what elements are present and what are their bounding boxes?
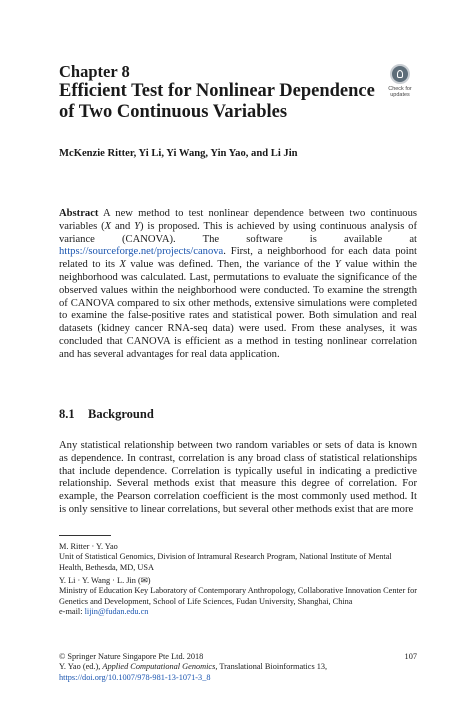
footnote-divider [59, 535, 111, 536]
body-paragraph: Any statistical relationship between two random variables or sets of data is known as dependence. In contrast, correlation is any broad class of statistical relationships that include dependence. Correlation is typically useful in indicating a predictive relationship. Several methods exist that measure this degree of correlation. For example, the Pearson correlation coefficient is the most commonly used method. It is only sensitive to linear correlations, but several other methods exist that are more [59, 440, 417, 515]
footnote-affiliation-1 [59, 542, 417, 573]
footnote-affiliation-2 [59, 576, 417, 617]
abstract-text-2: ) is proposed. This is achieved by using continuous analysis of variance (CANOVA). The software is available at [59, 220, 417, 245]
section-title: Background [88, 407, 154, 421]
abstract-text-3: . First, a neighborhood for each data point related to its [59, 246, 417, 271]
check-for-updates-icon [390, 64, 410, 84]
fn1-names: M. Ritter · Y. Yao [59, 542, 118, 551]
section-heading [59, 407, 154, 422]
abstract-and: and [111, 220, 135, 232]
abstract [59, 208, 417, 362]
software-link[interactable]: https://sourceforge.net/projects/canova [59, 246, 224, 258]
citation-book: Applied Computational Genomics [102, 662, 216, 672]
abstract-text-1: A new method to test nonlinear dependence between two continuous variables ( [59, 208, 417, 232]
doi-link[interactable]: https://doi.org/10.1007/978-981-13-1071-3_8 [59, 672, 211, 682]
page-number: 107 [404, 652, 417, 661]
abstract-label: Abstract [59, 208, 99, 219]
citation-prefix: Y. Yao (ed.), [59, 662, 103, 672]
check-for-updates-badge[interactable] [383, 64, 417, 104]
var-x-2: X [119, 259, 126, 271]
email-link[interactable]: lijin@fudan.edu.cn [84, 606, 149, 616]
var-y-2: Y [334, 259, 341, 271]
fn2-email-line [59, 607, 417, 617]
badge-text [383, 86, 417, 98]
chapter-title: Efficient Test for Nonlinear Dependence of Two Continuous Variables [59, 81, 375, 122]
page-footer [59, 652, 417, 683]
chapter-label: Chapter 8 [59, 62, 130, 81]
copyright-line: © Springer Nature Singapore Pte Ltd. 2018 [59, 652, 204, 661]
abstract-text-5: value within the neighborhood was calculated. Last, permutations to evaluate the significance of the observed values within the neighborhood were conducted. To examine the strength of CANOVA compared to six other methods, extensive simulations were completed to examine the false-positive rates and statistical power. Both simulation and real datasets (kidney cancer RNA-seq data) were used. From these analyses, it was concluded that CANOVA is efficient as a method in testing nonlinear correlation and has several advantages for real data application. [59, 259, 417, 360]
abstract-text-4: value was defined. Then, the variance of the [125, 259, 335, 271]
var-y: Y [134, 220, 141, 232]
badge-text-line2: updates [390, 92, 410, 98]
badge-text-line1: Check for [388, 86, 412, 92]
var-x: X [104, 220, 112, 232]
fn2-affiliation: Ministry of Education Key Laboratory of Contemporary Anthropology, Collaborative Innovation Center for Genetics and Development, School of Life Sciences, Fudan University, Shanghai, China [59, 586, 417, 606]
fn2-names: Y. Li · Y. Wang · L. Jin (✉) [59, 576, 151, 585]
citation-line [59, 662, 417, 672]
email-label: e-mail: [59, 606, 85, 616]
fn1-affiliation: Unit of Statistical Genomics, Division of Intramural Research Program, National Institute of Mental Health, Bethesda, MD, USA [59, 552, 392, 572]
citation-suffix: , Translational Bioinformatics 13, [215, 662, 328, 672]
section-number: 8.1 [59, 407, 75, 421]
author-list: McKenzie Ritter, Yi Li, Yi Wang, Yin Yao, and Li Jin [59, 148, 298, 159]
